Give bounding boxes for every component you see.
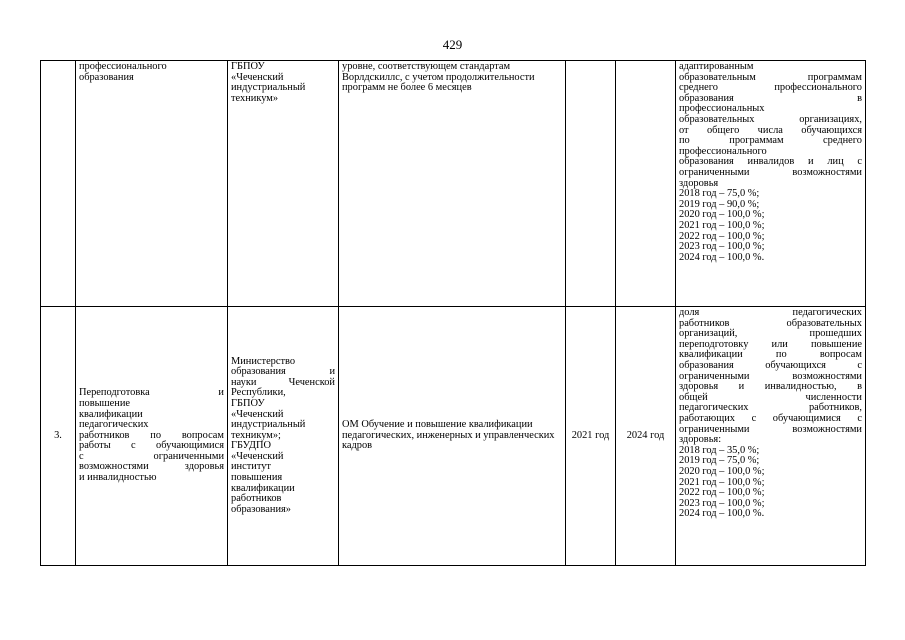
text-line: повышения	[231, 472, 283, 484]
text-line: ГБУДПО	[231, 440, 272, 452]
text-line: образовательных организациях,	[679, 113, 862, 125]
text-line: возможностями здоровья	[79, 461, 224, 473]
text-line: образования в	[679, 92, 862, 104]
event-cell: уровне, соответствующем стандартам Ворлдскиллс, с учетом продолжительности программ не более 6 месяцев	[339, 61, 566, 307]
text-line: профессионального	[679, 145, 767, 157]
text-line: образования	[79, 71, 134, 83]
text-line: ГБПОУ	[231, 397, 265, 409]
text-line: и инвалидностью	[79, 472, 157, 484]
table-row	[41, 61, 866, 307]
text-line: 2018 год – 35,0 %;	[679, 444, 760, 456]
text-line: индустриальный	[231, 82, 306, 94]
text-line: образования инвалидов и лиц с	[679, 156, 862, 168]
text-line: Министерство	[231, 355, 296, 367]
text-line: «Чеченский	[231, 450, 284, 462]
text-line: квалификации	[231, 482, 295, 494]
text-line: 2020 год – 100,0 %;	[679, 465, 765, 477]
text-line: работы с обучающимися	[79, 440, 224, 452]
indicator-cell	[676, 61, 866, 307]
text-line: 2024 год – 100,0 %.	[679, 508, 765, 520]
start-date-cell	[566, 61, 616, 307]
page-number: 429	[442, 37, 463, 52]
text-line: ограниченными возможностями	[679, 370, 862, 382]
text-line: «Чеченский	[231, 408, 284, 420]
text-line: 2023 год – 100,0 %;	[679, 241, 765, 253]
measure-cell	[76, 61, 228, 307]
text-line: организаций, прошедших	[679, 328, 862, 340]
text-line: повышение	[79, 397, 130, 409]
text-line: профессионального	[79, 61, 167, 72]
text-line: 2024 год – 100,0 %.	[679, 251, 765, 263]
text-line: 2021 год – 100,0 %;	[679, 219, 765, 231]
text-line: 2021 год – 100,0 %;	[679, 476, 765, 488]
text-line: Республики,	[231, 387, 286, 399]
text-line: 2022 год – 100,0 %;	[679, 487, 765, 499]
text-line: квалификации	[79, 408, 143, 420]
text-line: с ограниченными	[79, 450, 224, 462]
start-date-cell: 2021 год	[566, 307, 616, 566]
text-line: образования обучающихся с	[679, 359, 862, 371]
text-line: адаптированным	[679, 61, 754, 72]
plan-table	[40, 60, 866, 566]
text-line: от общего числа обучающихся	[679, 124, 862, 136]
text-line: образования и	[231, 366, 335, 378]
text-line: ограниченными возможностями	[679, 423, 862, 435]
text-line: техникум»;	[231, 429, 281, 441]
event-cell: ОМ Обучение и повышение квалификации педагогических, инженерных и управленческих кадров	[339, 307, 566, 566]
text-line: образования»	[231, 503, 292, 515]
executor-cell	[228, 61, 339, 307]
text-line: по программам среднего	[679, 135, 862, 147]
text-line: доля педагогических	[679, 307, 862, 318]
text-line: ограниченными возможностями	[679, 166, 862, 178]
row-number-cell: 3.	[41, 307, 76, 566]
row-number-cell	[41, 61, 76, 307]
indicator-cell	[676, 307, 866, 566]
text-line: науки Чеченской	[231, 376, 335, 388]
text-line: общей численности	[679, 391, 862, 403]
text-line: ГБПОУ	[231, 61, 265, 72]
text-line: 2019 год – 90,0 %;	[679, 198, 760, 210]
text-line: 2023 год – 100,0 %;	[679, 497, 765, 509]
text-line: педагогических	[79, 419, 149, 431]
text-line: работников по вопросам	[79, 429, 224, 441]
text-line: техникум»	[231, 92, 279, 104]
text-line: работников	[231, 493, 282, 505]
text-line: институт	[231, 461, 271, 473]
text-line: квалификации по вопросам	[679, 349, 862, 361]
text-line: 2018 год – 75,0 %;	[679, 188, 760, 200]
executor-cell	[228, 307, 339, 566]
text-line: здоровья и инвалидностью, в	[679, 381, 862, 393]
text-line: индустриальный	[231, 419, 306, 431]
text-line: педагогических работников,	[679, 402, 862, 414]
text-line: работающих с обучающимися с	[679, 412, 862, 424]
measure-cell	[76, 307, 228, 566]
end-date-cell: 2024 год	[616, 307, 676, 566]
text-line: 2020 год – 100,0 %;	[679, 209, 765, 221]
text-line: здоровья:	[679, 434, 722, 446]
text-line: работников образовательных	[679, 317, 862, 329]
text-line: 2022 год – 100,0 %;	[679, 230, 765, 242]
text-line: здоровья	[679, 177, 719, 189]
text-line: Переподготовка и	[79, 387, 224, 399]
text-line: переподготовку или повышение	[679, 338, 862, 350]
text-line: профессиональных	[679, 103, 765, 115]
text-line: среднего профессионального	[679, 82, 862, 94]
text-line: «Чеченский	[231, 71, 284, 83]
table-row	[41, 307, 866, 566]
text-line: 2019 год – 75,0 %;	[679, 455, 760, 467]
end-date-cell	[616, 61, 676, 307]
text-line: образовательным программам	[679, 71, 862, 83]
